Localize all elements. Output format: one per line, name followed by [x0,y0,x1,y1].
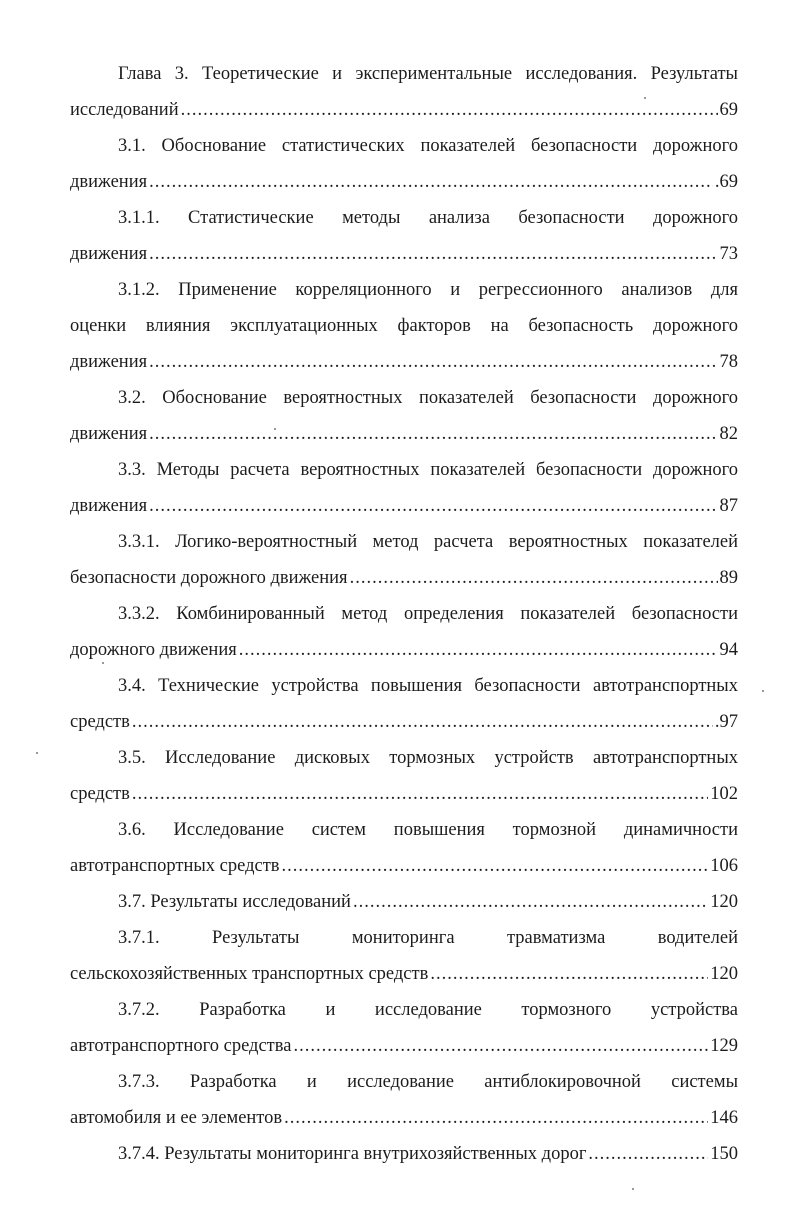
toc-entry-s3-2 [70,380,738,452]
toc-entry-title-tail: 3.7. Результаты исследований [118,892,351,912]
toc-entry-title-tail: сельскохозяйственных транспортных средств [70,964,429,984]
dot-leader [350,560,718,596]
toc-page-number: 120 [710,892,738,912]
toc-page-number: 150 [710,1144,738,1164]
toc-entry-s3-1-1 [70,200,738,272]
toc-entry-title-tail: автомобиля и ее элементов [70,1108,283,1128]
toc-entry-s3-6 [70,812,738,884]
toc-entry-leader-line [70,488,738,524]
toc-page-number: 129 [710,1036,738,1056]
scan-speck [102,662,104,664]
toc-entry-title-tail: безопасности дорожного движения [70,568,348,588]
dot-leader [132,704,713,740]
toc-entry-heading-line: 3.3.2. Комбинированный метод определения показателей безопасности [118,604,738,624]
toc-entry-leader-line [70,1100,738,1136]
toc-page-number: 82 [719,424,738,444]
toc-page-number: 146 [710,1108,738,1128]
toc-entry-s3-3 [70,452,738,524]
toc-entry-heading-line: 3.6. Исследование систем повышения тормозной динамичности [118,820,738,840]
toc-entry-leader-line [70,1136,738,1172]
dot-leader [132,776,708,812]
toc-page-number: 69 [719,100,738,120]
toc-entry-title-tail: дорожного движения [70,640,237,660]
dot-leader [149,416,717,452]
toc-entry-heading-line: 3.4. Технические устройства повышения безопасности автотранспортных [118,676,738,696]
toc-page-number: 94 [719,640,738,660]
toc-entry-heading-line: 3.3.1. Логико-вероятностный метод расчета вероятностных показателей [118,532,738,552]
toc-entry-leader-line [70,632,738,668]
scan-speck [644,97,646,99]
toc-page-number: 89 [719,568,738,588]
toc-entry-leader-line [70,1028,738,1064]
toc-page-number: 106 [710,856,738,876]
toc-entry-title-tail: движения [70,496,148,516]
toc-page-number: .97 [714,712,738,732]
scan-speck [274,428,276,430]
toc-entry-s3-1-2 [70,272,738,380]
toc-entry-heading-line: 3.3. Методы расчета вероятностных показателей безопасности дорожного [118,460,738,480]
toc-page-number: 102 [710,784,738,804]
toc-page-number: 73 [719,244,738,264]
toc-entry-heading-line: 3.1.1. Статистические методы анализа безопасности дорожного [118,208,738,228]
dot-leader [149,488,717,524]
toc-entry-s3-7-4 [70,1136,738,1172]
toc-entry-heading-line: Глава 3. Теоретические и экспериментальные исследования. Результаты [118,64,738,84]
toc-entry-s3-7-2 [70,992,738,1064]
toc-entry-heading-line: 3.7.3. Разработка и исследование антиблокировочной системы [118,1072,738,1092]
toc-entry-leader-line [70,92,738,128]
toc-entry-leader-line [70,344,738,380]
toc-entry-heading-line: 3.1.2. Применение корреляционного и регрессионного анализов для [118,280,738,300]
dot-leader [588,1136,708,1172]
scan-speck [762,690,764,692]
toc-entry-leader-line [70,704,738,740]
toc-page-number: 78 [719,352,738,372]
toc-entry-title-tail: движения [70,244,148,264]
toc-entry-heading-line: 3.7.2. Разработка и исследование тормозного устройства [118,1000,738,1020]
toc-entry-leader-line [70,848,738,884]
dot-leader [181,92,718,128]
dot-leader [293,1028,708,1064]
toc-entry-heading-line: 3.5. Исследование дисковых тормозных устройств автотранспортных [118,748,738,768]
toc-entry-title-tail: 3.7.4. Результаты мониторинга внутрихозяйственных дорог [118,1144,587,1164]
toc-entry-title-tail: движения [70,424,148,444]
toc-entry-s3-1 [70,128,738,200]
toc-entry-s3-3-2 [70,596,738,668]
dot-leader [149,164,713,200]
dot-leader [430,956,708,992]
table-of-contents [70,56,738,1172]
toc-entry-s3-5 [70,740,738,812]
dot-leader [149,344,717,380]
dot-leader [239,632,718,668]
toc-entry-title-tail: движения [70,172,148,192]
dot-leader [282,848,709,884]
toc-entry-heading-line: 3.7.1. Результаты мониторинга травматизма водителей [118,928,738,948]
dot-leader [284,1100,708,1136]
toc-entry-heading-line: 3.2. Обоснование вероятностных показателей безопасности дорожного [118,388,738,408]
toc-entry-s3-7-1 [70,920,738,992]
toc-entry-title-tail: средств [70,712,130,732]
toc-entry-leader-line [70,236,738,272]
toc-entry-leader-line [70,776,738,812]
toc-entry-s3-7 [70,884,738,920]
toc-entry-continuation-line: оценки влияния эксплуатационных факторов на безопасность дорожного [70,316,738,336]
toc-entry-leader-line [70,884,738,920]
toc-entry-leader-line [70,956,738,992]
toc-entry-title-tail: автотранспортного средства [70,1036,292,1056]
toc-entry-title-tail: средств [70,784,130,804]
toc-entry-title-tail: исследований [70,100,179,120]
scan-speck [632,1188,634,1190]
toc-entry-title-tail: движения [70,352,148,372]
scan-speck [36,752,38,754]
toc-page-number: .69 [714,172,738,192]
toc-entry-title-tail: автотранспортных средств [70,856,280,876]
toc-page-number: 120 [710,964,738,984]
toc-entry-s3-3-1 [70,524,738,596]
toc-entry-ch3 [70,56,738,128]
toc-entry-s3-4 [70,668,738,740]
dot-leader [149,236,717,272]
toc-entry-leader-line [70,416,738,452]
toc-entry-s3-7-3 [70,1064,738,1136]
dot-leader [353,884,708,920]
toc-page-number: 87 [719,496,738,516]
toc-entry-heading-line: 3.1. Обоснование статистических показателей безопасности дорожного [118,136,738,156]
toc-entry-leader-line [70,560,738,596]
toc-entry-leader-line [70,164,738,200]
